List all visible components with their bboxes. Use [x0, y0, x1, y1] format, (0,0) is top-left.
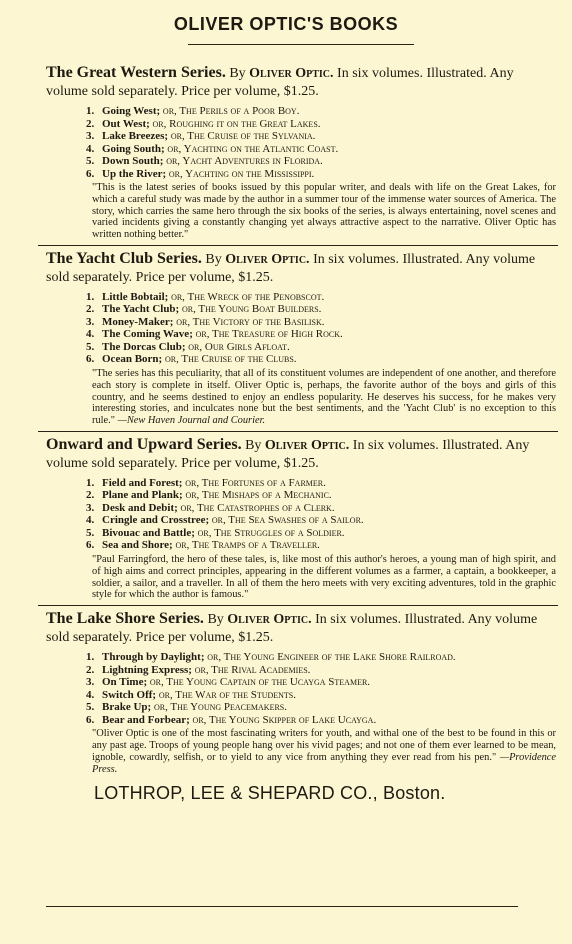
volume-list [86, 105, 556, 180]
volume-title: The Yacht Club; [102, 303, 180, 316]
volume-number: 2. [86, 303, 95, 316]
series-divider [38, 605, 558, 606]
list-item [86, 130, 556, 143]
quote-text: "Oliver Optic is one of the most fascinating writers for youth, and withal one of the best to be found in this or any past age. Troops of young people hang over his vivid pages; and not one of them ever learned to be mean, ignoble, cowardly, selfish, or to yield to any vice from anything they ever read from his pen." [92, 728, 556, 763]
volume-title: Bivouac and Battle; [102, 526, 195, 539]
volume-subtitle: or, The Young Skipper of Lake Ucayga. [192, 713, 377, 726]
series-author: Oliver Optic. [264, 437, 350, 453]
list-item [86, 701, 556, 714]
volume-number: 1. [86, 105, 95, 117]
volume-subtitle: or, The Wreck of the Penobscot. [171, 290, 325, 303]
volume-title: Down South; [102, 155, 164, 167]
volume-title: Lake Breezes; [102, 130, 169, 142]
quote-citation: —New Haven Journal and Courier. [117, 415, 266, 427]
series-divider [38, 431, 558, 432]
list-item [86, 664, 556, 677]
list-item [86, 303, 556, 316]
volume-subtitle: or, The Young Boat Builders. [181, 303, 322, 316]
list-item [86, 328, 556, 341]
volume-number: 6. [86, 713, 95, 726]
quote-citation: —Providence Press. [92, 751, 556, 775]
list-item [86, 316, 556, 329]
list-item [86, 341, 556, 354]
volume-title: Field and Forest; [102, 476, 183, 489]
series-by: By [205, 251, 222, 267]
volume-title: Going South; [102, 142, 165, 155]
series-name: The Great Western Series. [46, 64, 226, 81]
volume-subtitle: or, Yachting on the Atlantic Coast. [167, 142, 339, 155]
list-item [86, 155, 556, 168]
volume-subtitle: or, The Perils of a Poor Boy. [162, 105, 300, 117]
volume-subtitle: or, Yacht Adventures in Florida. [166, 155, 323, 167]
volume-number: 3. [86, 130, 95, 142]
volume-title: Money-Maker; [102, 315, 174, 328]
volume-subtitle: or, Roughing it on the Great Lakes. [152, 117, 321, 130]
volume-title: Brake Up; [102, 701, 152, 714]
volume-number: 2. [86, 663, 95, 676]
volume-subtitle: or, The Young Captain of the Ucayga Steamer. [149, 676, 371, 689]
series-heading [46, 610, 556, 647]
volume-title: Going West; [102, 105, 161, 117]
volume-number: 5. [86, 526, 95, 539]
volume-subtitle: or, The War of the Students. [158, 688, 297, 701]
volume-title: Little Bobtail; [102, 290, 169, 303]
volume-title: Desk and Debit; [102, 501, 178, 514]
volume-title: The Coming Wave; [102, 328, 193, 341]
volume-subtitle: or, The Young Peacemakers. [153, 701, 287, 714]
volume-subtitle: or, The Cruise of the Clubs. [164, 353, 297, 366]
list-item [86, 118, 556, 131]
volume-subtitle: or, The Catastrophes of a Clerk. [180, 501, 335, 514]
publisher-imprint: LOTHROP, LEE & SHEPARD CO., Boston. [94, 783, 446, 804]
volume-title: Ocean Born; [102, 353, 163, 366]
list-item [86, 489, 556, 502]
list-item [86, 539, 556, 552]
series-great-western [46, 64, 556, 241]
series-desc: In six volumes. Illustrated. Any volume sold separately. Price per volume, $1.25. [46, 251, 536, 285]
bottom-rule [46, 906, 518, 907]
series-author: Oliver Optic. [227, 612, 312, 628]
list-item [86, 514, 556, 527]
volume-subtitle: or, The Victory of the Basilisk. [176, 315, 325, 328]
volume-title: On Time; [102, 676, 148, 689]
series-heading [46, 436, 556, 473]
quote-text: "This is the latest series of books issued by this popular writer, and deals with life on the Great Lakes, for which a careful study was made by the author in a summer tour of the immense water sources of America. The story, which carries the same hero through the six books of the series, is always entertaining, novel scenes and varied incidents giving a constantly changing yet always attractive aspect to the narrative. Oliver Optic has written nothing better." [92, 182, 556, 241]
volume-list [86, 651, 556, 726]
list-item [86, 353, 556, 366]
volume-number: 2. [86, 117, 95, 130]
list-item [86, 676, 556, 689]
series-heading [46, 64, 556, 101]
series-onward-and-upward [46, 436, 556, 601]
series-name: Onward and Upward Series. [46, 435, 242, 453]
volume-number: 6. [86, 539, 95, 552]
volume-number: 3. [86, 676, 95, 689]
volume-number: 6. [86, 353, 95, 366]
volume-subtitle: or, The Sea Swashes of a Sailor. [211, 514, 364, 527]
series-author: Oliver Optic. [225, 251, 310, 267]
volume-subtitle: or, The Struggles of a Soldier. [197, 526, 345, 539]
volume-number: 1. [86, 476, 95, 489]
series-quote [92, 368, 556, 427]
list-item [86, 105, 556, 118]
series-heading [46, 250, 556, 287]
volume-number: 6. [86, 167, 95, 180]
title-rule [188, 44, 414, 45]
volume-number: 3. [86, 315, 95, 328]
volume-subtitle: or, The Tramps of a Traveller. [175, 539, 320, 552]
series-desc: In six volumes. Illustrated. Any volume sold separately. Price per volume, $1.25. [46, 612, 538, 646]
series-divider [38, 245, 558, 246]
series-author: Oliver Optic. [249, 66, 334, 81]
volume-subtitle: or, The Cruise of the Sylvania. [170, 130, 316, 142]
series-quote [92, 182, 556, 241]
list-item [86, 689, 556, 702]
volume-title: Through by Daylight; [102, 651, 205, 664]
series-yacht-club [46, 250, 556, 427]
volume-number: 4. [86, 688, 95, 701]
volume-title: Lightning Express; [102, 663, 192, 676]
quote-text: "Paul Farringford, the hero of these tales, is, like most of this author's heroes, a young man of high spirit, and of high aims and correct principles, appearing in the different volumes as a farmer, a captain, a bookkeeper, a soldier, a sailor, and a traveller. In all of them the hero meets with very exciting adventures, told in the graphic style for which the author is famous." [92, 553, 556, 601]
volume-number: 5. [86, 155, 95, 167]
list-item [86, 714, 556, 727]
series-quote [92, 728, 556, 775]
volume-title: Cringle and Crosstree; [102, 514, 210, 527]
list-item [86, 502, 556, 515]
volume-number: 4. [86, 142, 95, 155]
volume-title: Switch Off; [102, 688, 157, 701]
page-title: OLIVER OPTIC'S BOOKS [173, 14, 399, 34]
quote-text: "The series has this peculiarity, that all of its constituent volumes are independent of one another, and therefore each story is complete in itself. Oliver Optic is, perhaps, the favorite author of the boys and girls of this country, and he seems destined to enjoy an endless popularity. He deserves his success, for he makes very interesting stories, and inculcates none but the best sentiments, and the 'Yacht Club' is no exception to this rule." [92, 367, 556, 427]
volume-list [86, 291, 556, 366]
list-item [86, 143, 556, 156]
series-quote [92, 554, 556, 601]
series-desc: In six volumes. Illustrated. Any volume sold separately. Price per volume, $1.25. [46, 437, 530, 471]
series-by: By [245, 437, 262, 453]
list-item [86, 527, 556, 540]
volume-subtitle: or, The Fortunes of a Farmer. [185, 476, 326, 489]
volume-number: 1. [86, 290, 95, 303]
list-item [86, 477, 556, 490]
volume-title: Bear and Forbear; [102, 713, 190, 726]
volume-number: 2. [86, 489, 95, 502]
volume-number: 1. [86, 651, 95, 664]
list-item [86, 291, 556, 304]
volume-title: Up the River; [102, 167, 167, 180]
volume-subtitle: or, Our Girls Afloat. [188, 340, 290, 353]
series-name: The Yacht Club Series. [46, 249, 202, 267]
volume-title: Out West; [102, 117, 150, 130]
volume-subtitle: or, The Young Engineer of the Lake Shore Railroad. [207, 651, 456, 664]
volume-subtitle: or, The Mishaps of a Mechanic. [185, 489, 332, 502]
volume-subtitle: or, Yachting on the Mississippi. [168, 167, 315, 180]
volume-number: 5. [86, 701, 95, 714]
volume-title: Plane and Plank; [102, 489, 183, 502]
series-name: The Lake Shore Series. [46, 610, 204, 628]
list-item [86, 168, 556, 181]
volume-number: 4. [86, 514, 95, 527]
volume-list [86, 477, 556, 552]
volume-number: 5. [86, 340, 95, 353]
series-desc: In six volumes. Illustrated. Any volume sold separately. Price per volume, $1.25. [46, 66, 514, 99]
volume-number: 3. [86, 501, 95, 514]
list-item [86, 651, 556, 664]
series-by: By [207, 612, 224, 628]
series-lake-shore [46, 610, 556, 775]
volume-number: 4. [86, 328, 95, 341]
series-by: By [229, 66, 246, 81]
volume-subtitle: or, The Treasure of High Rock. [195, 328, 343, 341]
volume-title: Sea and Shore; [102, 539, 173, 552]
volume-title: The Dorcas Club; [102, 340, 186, 353]
volume-subtitle: or, The Rival Academies. [194, 663, 311, 676]
